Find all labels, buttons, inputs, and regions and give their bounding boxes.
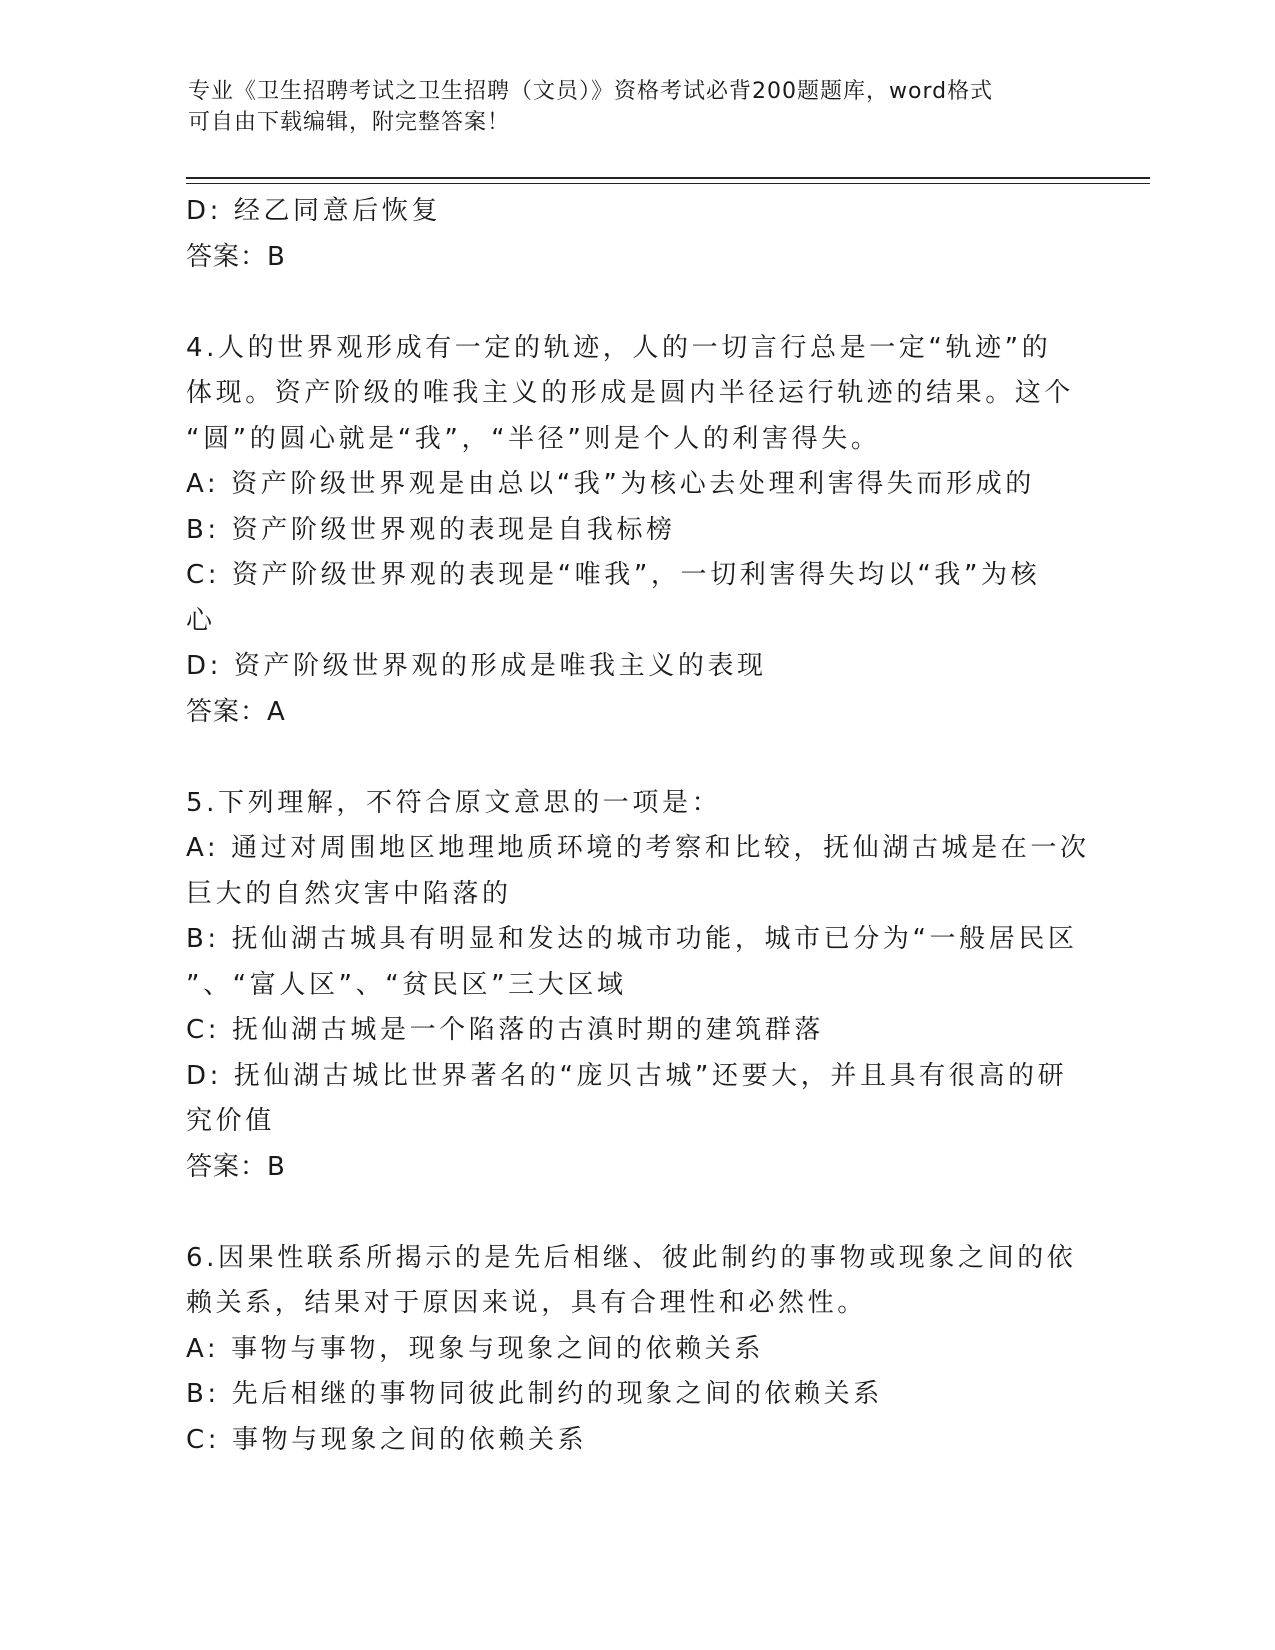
- text-line: B: 抚仙湖古城具有明显和发达的城市功能，城市已分为“一般居民区: [186, 924, 1078, 954]
- text-line: A: 通过对周围地区地理地质环境的考察和比较，抚仙湖古城是在一次: [186, 833, 1090, 863]
- answer-line: 答案：B: [186, 1151, 286, 1182]
- text-line: 心: [186, 605, 216, 636]
- text-line: C: 抚仙湖古城是一个陷落的古滇时期的建筑群落: [186, 1015, 824, 1045]
- text-line: D: 经乙同意后恢复: [186, 196, 442, 226]
- text-line: D: 资产阶级世界观的形成是唯我主义的表现: [186, 651, 767, 681]
- text-line: C: 资产阶级世界观的表现是“唯我”，一切利害得失均以“我”为核: [186, 560, 1041, 590]
- paragraph-gap: [186, 735, 1086, 781]
- text-line: A: 资产阶级世界观是由总以“我”为核心去处理利害得失而形成的: [186, 469, 1035, 499]
- header-rule-thin: [186, 183, 1150, 184]
- text-line: B: 先后相继的事物同彼此制约的现象之间的依赖关系: [186, 1379, 883, 1409]
- answer-line: 答案：A: [186, 696, 286, 727]
- header-line-2: 可自由下载编辑，附完整答案！: [188, 110, 511, 135]
- text-line: 体现。资产阶级的唯我主义的形成是圆内半径运行轨迹的结果。这个: [186, 378, 1075, 408]
- text-line: 巨大的自然灾害中陷落的: [186, 878, 512, 909]
- text-line: A: 事物与事物，现象与现象之间的依赖关系: [186, 1333, 764, 1364]
- text-line: 4.人的世界观形成有一定的轨迹，人的一切言行总是一定“轨迹”的: [186, 332, 1052, 363]
- document-header: [188, 76, 1068, 138]
- text-line: D: 抚仙湖古城比世界著名的“庞贝古城”还要大，并且具有很高的研: [186, 1060, 1068, 1091]
- text-line: C: 事物与现象之间的依赖关系: [186, 1424, 588, 1455]
- paragraph-gap: [186, 1190, 1086, 1236]
- text-line: B: 资产阶级世界观的表现是自我标榜: [186, 514, 676, 545]
- paragraph-gap: [186, 280, 1086, 326]
- document-body: [186, 189, 1090, 1463]
- text-line: 赖关系，结果对于原因来说，具有合理性和必然性。: [186, 1288, 867, 1318]
- answer-line: 答案：B: [186, 241, 286, 272]
- text-line: ”、“富人区”、“贫民区”三大区域: [186, 969, 627, 1000]
- text-line: 6.因果性联系所揭示的是先后相继、彼此制约的事物或现象之间的依: [186, 1242, 1077, 1273]
- header-line-1: 专业《卫生招聘考试之卫生招聘（文员）》资格考试必背200题题库，word格式: [188, 79, 994, 104]
- header-rule-thick: [186, 177, 1150, 179]
- text-line: “圆”的圆心就是“我”，“半径”则是个人的利害得失。: [186, 423, 881, 454]
- text-line: 究价值: [186, 1106, 275, 1136]
- text-line: 5.下列理解，不符合原文意思的一项是：: [186, 787, 722, 818]
